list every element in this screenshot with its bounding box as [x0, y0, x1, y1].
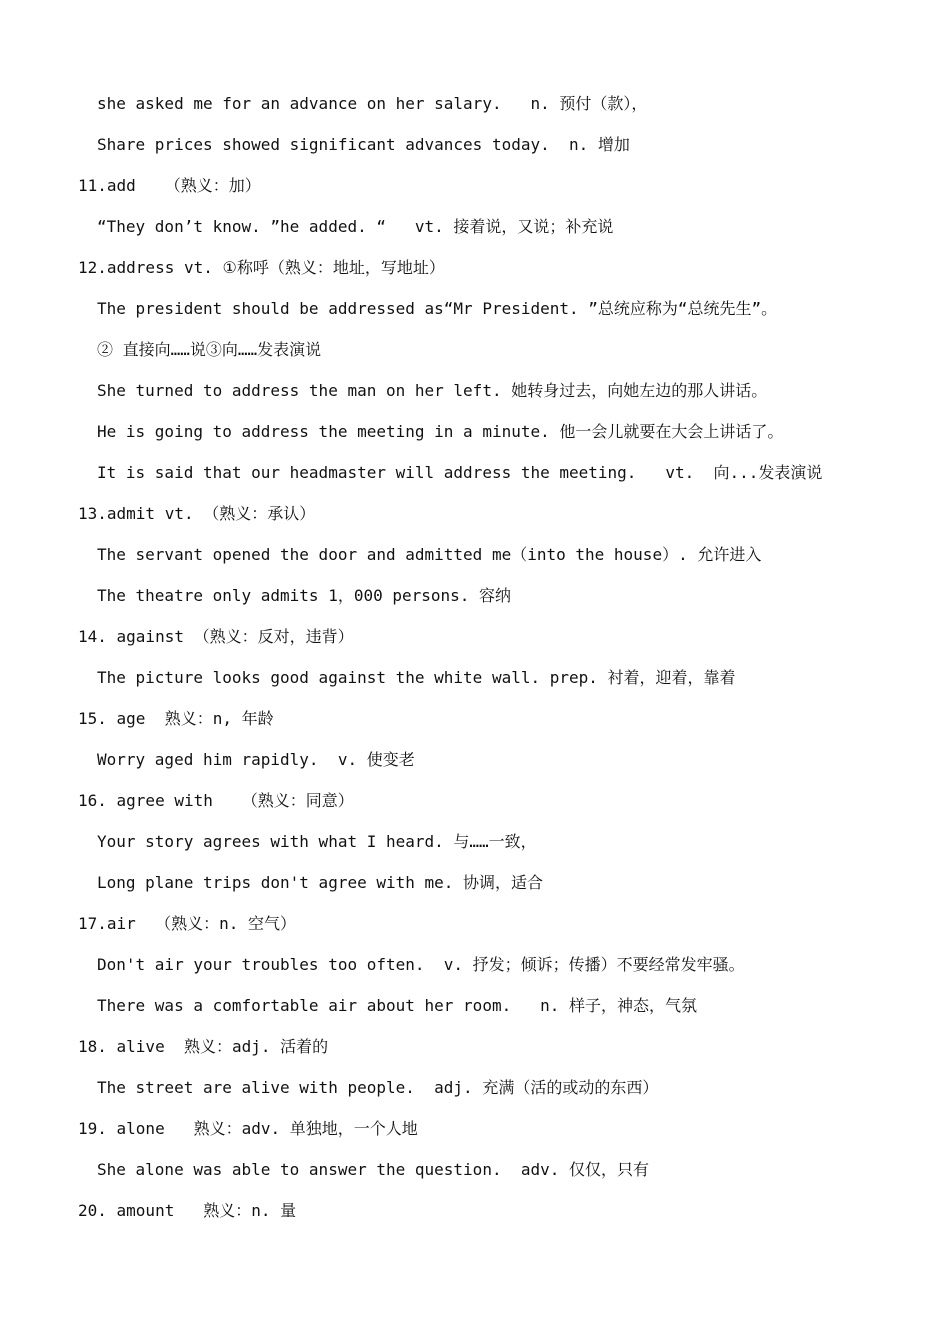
- entry-heading: 19. alone 熟义：adv. 单独地，一个人地: [78, 1119, 418, 1138]
- example-sentence: she asked me for an advance on her salary. n. 预付（款），: [97, 94, 648, 113]
- entry-heading: 12.address vt. ①称呼（熟义：地址，写地址）: [78, 258, 445, 277]
- example-sentence: Share prices showed significant advances today. n. 增加: [97, 135, 630, 154]
- entry-heading: 11.add （熟义：加）: [78, 176, 261, 195]
- example-sentence: The picture looks good against the white wall. prep. 衬着，迎着，靠着: [97, 668, 736, 687]
- entry-heading: 20. amount 熟义：n. 量: [78, 1201, 297, 1220]
- entry-heading: 17.air （熟义：n. 空气）: [78, 914, 296, 933]
- example-sentence: She alone was able to answer the question. adv. 仅仅，只有: [97, 1160, 650, 1179]
- example-sentence: He is going to address the meeting in a minute. 他一会儿就要在大会上讲话了。: [97, 422, 784, 441]
- entry-heading: 18. alive 熟义：adj. 活着的: [78, 1037, 329, 1056]
- entry-heading: 15. age 熟义：n, 年龄: [78, 709, 274, 728]
- entry-heading: 16. agree with （熟义：同意）: [78, 791, 354, 810]
- example-sentence: Don't air your troubles too often. v. 抒发；倾诉；传播）不要经常发牢骚。: [97, 955, 745, 974]
- example-sentence: There was a comfortable air about her room. n. 样子，神态，气氛: [97, 996, 698, 1015]
- document-page: [0, 83, 950, 1231]
- example-sentence: Long plane trips don't agree with me. 协调，适合: [97, 873, 544, 892]
- example-sentence: The president should be addressed as“Mr President. ”总统应称为“总统先生”。: [97, 299, 778, 318]
- example-sentence: “They don’t know. ”he added. “ vt. 接着说，又说；补充说: [97, 217, 614, 236]
- example-sentence: Worry aged him rapidly. v. 使变老: [97, 750, 415, 769]
- sense-note: ② 直接向……说③向……发表演说: [97, 340, 322, 359]
- entry-heading: 14. against （熟义：反对，违背）: [78, 627, 354, 646]
- example-sentence: The theatre only admits 1，000 persons. 容纳: [97, 586, 512, 605]
- example-sentence: Your story agrees with what I heard. 与……一致，: [97, 832, 537, 851]
- example-sentence: The street are alive with people. adj. 充满（活的或动的东西）: [97, 1078, 659, 1097]
- example-sentence: The servant opened the door and admitted me（into the house）. 允许进入: [97, 545, 762, 564]
- example-sentence: She turned to address the man on her left. 她转身过去，向她左边的那人讲话。: [97, 381, 768, 400]
- entry-heading: 13.admit vt. （熟义：承认）: [78, 504, 316, 523]
- example-sentence: It is said that our headmaster will address the meeting. vt. 向...发表演说: [97, 463, 823, 482]
